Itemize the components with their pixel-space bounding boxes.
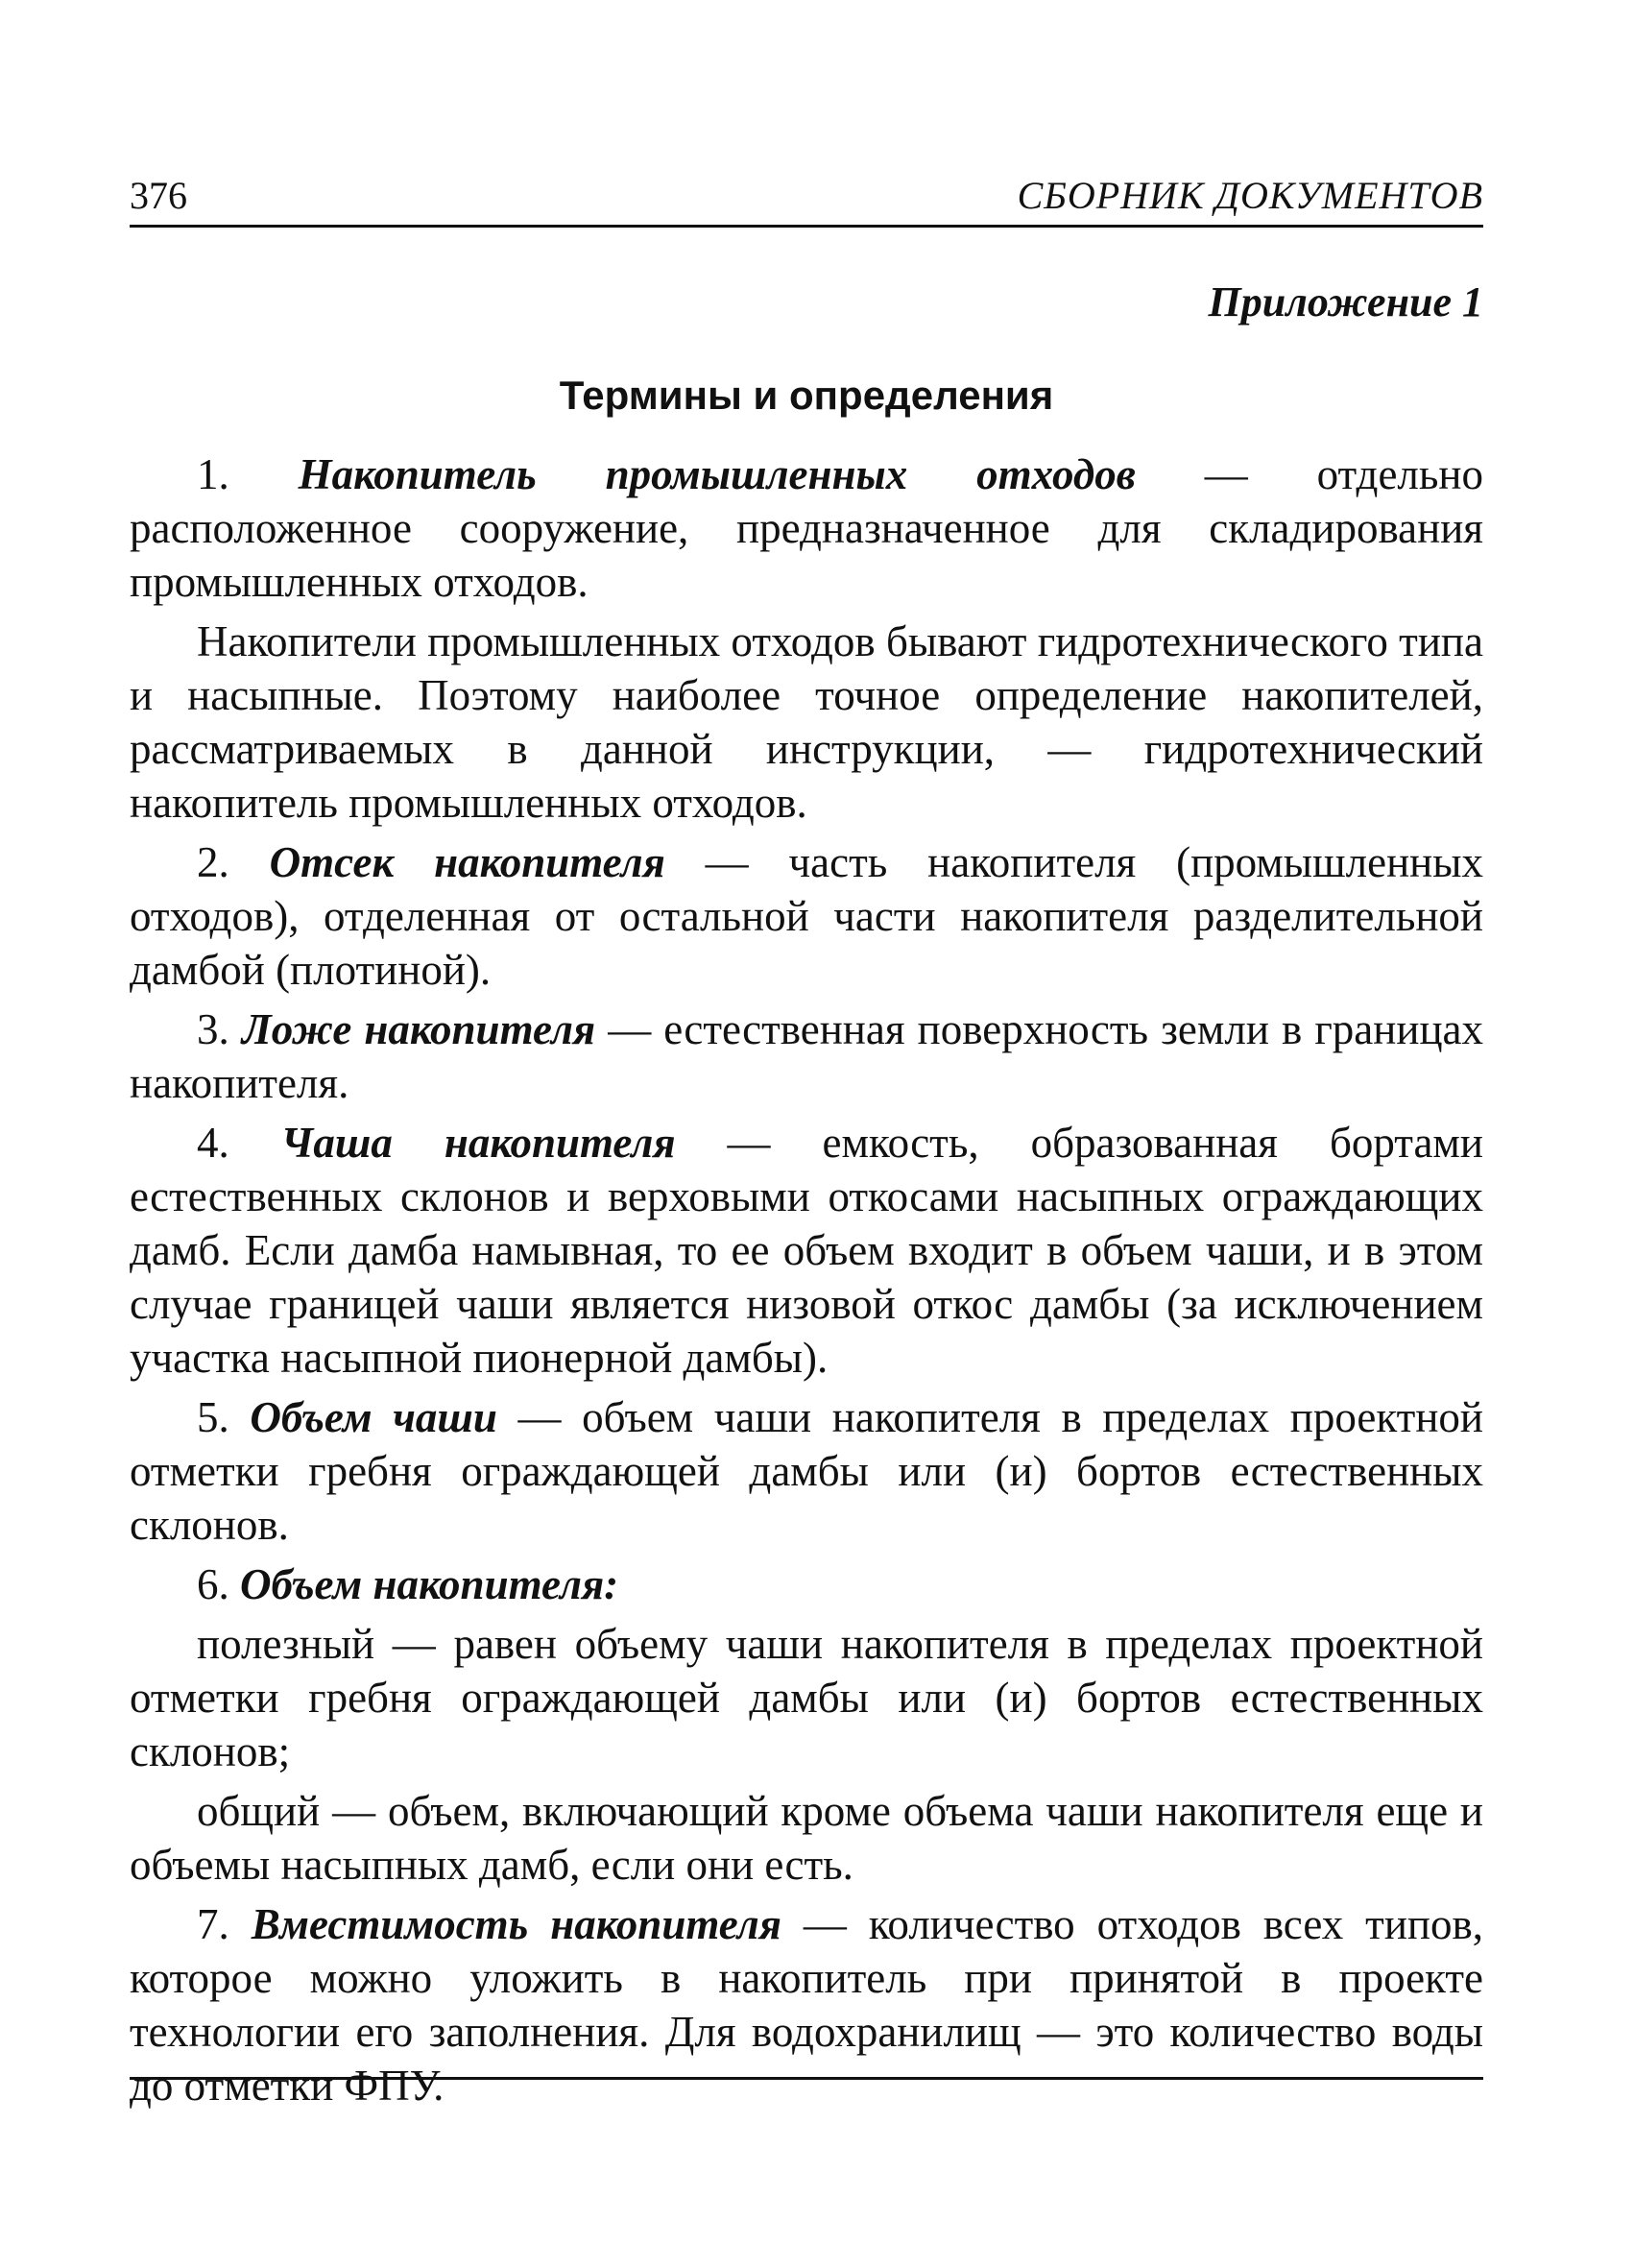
document-page (130, 173, 1483, 2118)
paragraph-text: общий — объем, включающий кроме объема чаши накопителя еще и объемы насыпных дамб, если они есть. (130, 1787, 1483, 1889)
definition-text: — отдельно расположенное сооружение, предназначенное для складирования промышленных отходов. (130, 450, 1483, 606)
paragraph-text: Накопители промышленных отходов бывают гидротехнического типа и насыпные. Поэтому наиболее точное определение накопителей, рассматриваемых в данной инструкции, — гидротехнический накопитель промышленных отходов. (130, 617, 1483, 827)
definition-text: — часть накопителя (промышленных отходов), отделенная от остальной части накопителя разделительной дамбой (плотиной). (130, 838, 1483, 994)
definition-paragraph (130, 1002, 1483, 1110)
appendix-label: Приложение 1 (1208, 278, 1483, 326)
definition-paragraph (130, 447, 1483, 609)
note-paragraph (130, 615, 1483, 830)
paragraph-number: 2. (197, 838, 229, 886)
term-name: Объем чаши (250, 1393, 497, 1441)
term-name: Вместимость накопителя (251, 1900, 781, 1948)
paragraph-number: 5. (197, 1393, 229, 1441)
term-name: Ложе накопителя (241, 1005, 596, 1053)
definition-paragraph (130, 1116, 1483, 1385)
term-name: Накопитель промышленных отходов (298, 450, 1136, 498)
definition-text: — емкость, образованная бортами естественных склонов и верховыми откосами насыпных ограждающих дамб. Если дамба намывная, то ее объем входит в объем чаши, и в этом случае границей чаши является низовой откос дамбы (за исключением участка насыпной пионерной дамбы). (130, 1119, 1483, 1382)
paragraph-text: полезный — равен объему чаши накопителя в пределах проектной отметки гребня ограждающей дамбы или (и) бортов естественных склонов; (130, 1620, 1483, 1775)
definition-text: — объем чаши накопителя в пределах проектной отметки гребня ограждающей дамбы или (и) бортов естественных склонов. (130, 1393, 1483, 1549)
page-number: 376 (130, 174, 187, 217)
definition-text: — количество отходов всех типов, которое можно уложить в накопитель при принятой в проекте технологии его заполнения. Для водохранилищ — это количество воды до отметки ФПУ. (130, 1900, 1484, 2110)
definition-paragraph (130, 1390, 1483, 1552)
paragraph-number: 1. (197, 450, 229, 498)
paragraph-number: 4. (197, 1119, 229, 1167)
paragraph-number: 6. (197, 1560, 229, 1608)
definition-paragraph (130, 1557, 1483, 1611)
definition-text: — естественная поверхность земли в границах накопителя. (130, 1005, 1484, 1107)
term-name: Объем накопителя: (240, 1560, 619, 1608)
subdefinition-paragraph (130, 1617, 1483, 1778)
definition-paragraph (130, 1897, 1483, 2112)
subdefinition-paragraph (130, 1784, 1483, 1892)
section-title: Термины и определения (559, 373, 1054, 418)
running-title: СБОРНИК ДОКУМЕНТОВ (1017, 174, 1483, 217)
paragraph-number: 3. (197, 1005, 229, 1053)
term-name: Чаша накопителя (280, 1119, 676, 1167)
running-header (130, 173, 1483, 228)
paragraph-number: 7. (197, 1900, 229, 1948)
bottom-rule (130, 2077, 1483, 2080)
term-name: Отсек накопителя (269, 838, 665, 886)
paragraph-list (130, 447, 1483, 2112)
definition-paragraph (130, 835, 1483, 997)
